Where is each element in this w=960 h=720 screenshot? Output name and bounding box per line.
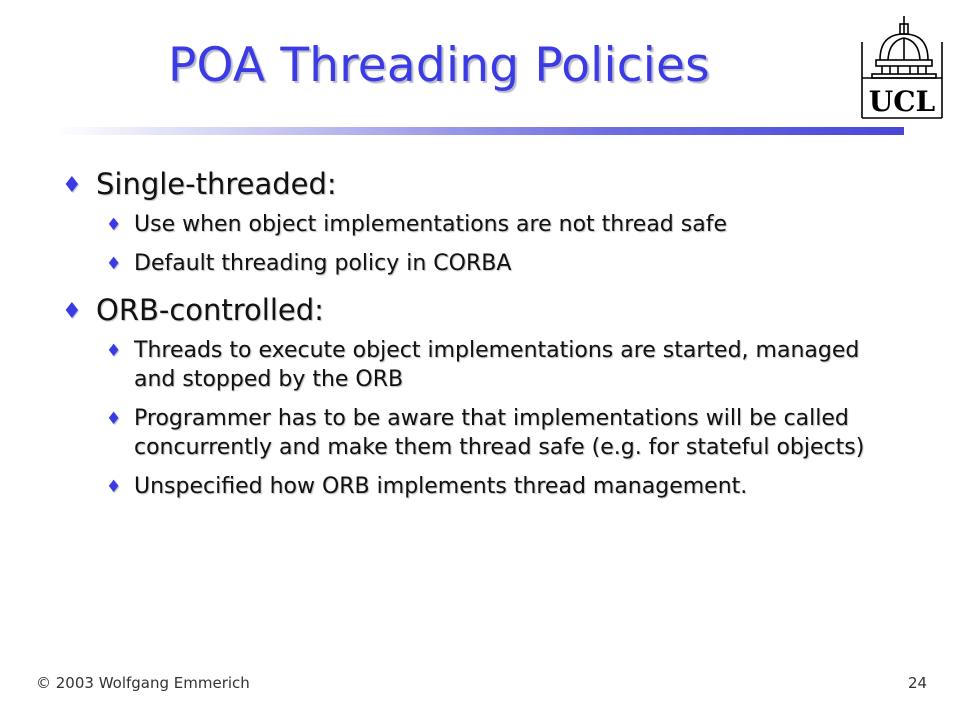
diamond-bullet-icon: ♦ <box>106 409 122 429</box>
slide-body <box>62 166 922 515</box>
diamond-bullet-icon: ♦ <box>106 254 122 274</box>
footer-copyright: © 2003 Wolfgang Emmerich <box>36 674 250 692</box>
sub-bullet <box>106 472 904 501</box>
diamond-bullet-icon: ♦ <box>62 173 82 198</box>
slide-title: POA Threading Policies <box>168 38 710 93</box>
diamond-bullet-icon: ♦ <box>106 477 122 497</box>
sub-list-single-threaded <box>62 210 922 278</box>
title-underline <box>56 127 904 135</box>
bullet-text: Single-threaded: <box>96 167 337 201</box>
sub-bullet <box>106 404 904 462</box>
bullet-orb-controlled <box>62 292 922 328</box>
sub-list-orb-controlled <box>62 336 922 501</box>
bullet-text: ORB-controlled: <box>96 293 324 327</box>
diamond-bullet-icon: ♦ <box>106 341 122 361</box>
sub-bullet <box>106 336 904 394</box>
sub-bullet <box>106 249 904 278</box>
diamond-bullet-icon: ♦ <box>62 299 82 324</box>
diamond-bullet-icon: ♦ <box>106 215 122 235</box>
sub-bullet <box>106 210 904 239</box>
ucl-logo <box>858 14 946 120</box>
sub-bullet-text: Default threading policy in CORBA <box>134 251 512 276</box>
sub-bullet-text: Use when object implementations are not thread safe <box>134 212 727 237</box>
sub-bullet-text: Threads to execute object implementations are started, managed and stopped by the ORB <box>134 338 860 392</box>
page-number: 24 <box>908 674 928 692</box>
ucl-logo-text: UCL <box>868 85 936 118</box>
bullet-single-threaded <box>62 166 922 202</box>
sub-bullet-text: Programmer has to be aware that implementations will be called concurrently and make them thread safe (e.g. for stateful objects) <box>134 406 865 460</box>
sub-bullet-text: Unspecified how ORB implements thread management. <box>134 474 748 499</box>
